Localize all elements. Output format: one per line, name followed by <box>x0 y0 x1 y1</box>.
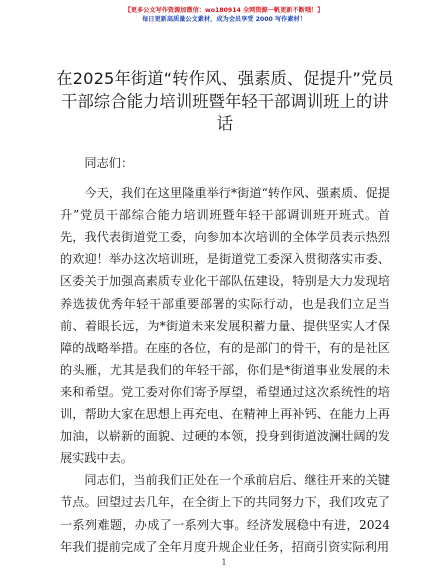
page-number: 1 <box>221 558 227 567</box>
greeting: 同志们： <box>84 156 134 170</box>
document-title: 在2025年街道“转作风、强素质、促提升”党员干部综合能力培训班暨年轻干部调训班上的讲话 <box>56 69 394 133</box>
promo-banner <box>0 6 448 24</box>
paragraph-1: 今天，我们在这里隆重举行*街道“转作风、强素质、促提升”党员干部综合能力培训班暨年轻干部调训班开班式。首先，我代表街道党工委，向参加本次培训的全体学员表示热烈的欢迎！举办这次培训班，是街道党工委深入贯彻落实市委、区委关于加强高素质专业化干部队伍建设，特别是大力发现培养选拔优秀年轻干部重要部署的实际行动，也是我们立足当前、着眼长远，为*街道未来发展积蓄力量、提供坚实人才保障的战略举措。在座的各位，有的是部门的骨干，有的是社区的头雁，尤其是我们的年轻干部，你们是*街道事业发展的未来和希望。党工委对你们寄予厚望，希望通过这次系统性的培训，帮助大家在思想上再充电、在精神上再补钙、在能力上再加油，以崭新的面貌、过硬的本领，投身到街道波澜壮阔的发展实践中去。 <box>60 186 390 466</box>
paragraph-2: 同志们，当前我们正处在一个承前启后、继往开来的关键节点。回望过去几年，在全街上下的共同努力下，我们攻克了一系列难题，办成了一系列大事。经济发展稳中有进，2024年我们提前完成了全年月度升规企业任务，招商引资实际利用 <box>60 473 390 554</box>
promo-line-1: 【更多公文写作资源加微信：wo180914 全网资源一帆更新不断哦！】 <box>124 7 324 14</box>
document-body <box>60 152 390 558</box>
promo-line-2: 每日更新高质量公文素材，成为会员享受 2000 写作素材！ <box>142 16 306 23</box>
